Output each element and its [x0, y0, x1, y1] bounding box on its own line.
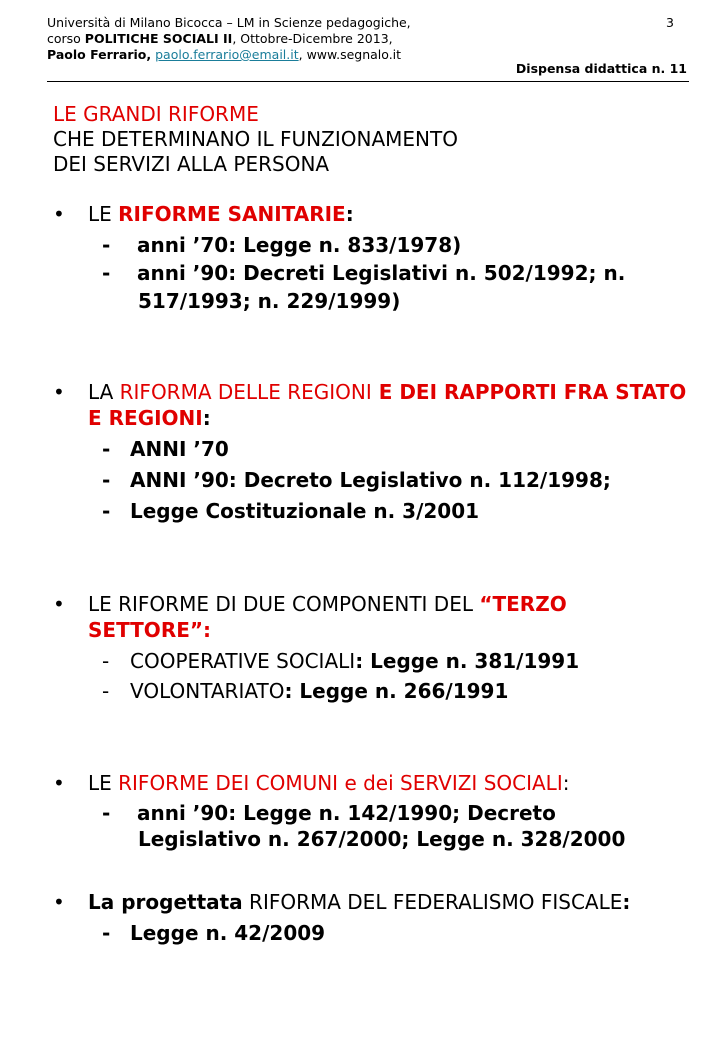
sub-item-text: anni ’90: Legge n. 142/1990; Decreto Legislativo n. 267/2000; Legge n. 328/2000	[136, 801, 626, 851]
bullet-icon: •	[53, 202, 65, 226]
bullet-icon: •	[53, 890, 65, 914]
header-site: , www.segnalo.it	[298, 47, 402, 62]
bullet-colon: :	[622, 890, 631, 914]
bullet-icon: •	[53, 380, 65, 404]
section-terzo-settore	[53, 591, 693, 705]
bullet-item	[53, 889, 693, 915]
dash-icon: -	[102, 801, 111, 825]
title-line-1: LE GRANDI RIFORME	[53, 102, 259, 126]
bullet-prefix: LA	[88, 380, 120, 404]
sub-item-text: : Legge n. 381/1991	[355, 649, 580, 673]
sub-item	[53, 231, 693, 259]
bullet-highlight: RIFORME DEI COMUNI e dei SERVIZI SOCIALI	[118, 771, 563, 795]
dash-icon: -	[102, 679, 110, 703]
sub-item	[53, 259, 693, 315]
header-university: Università di Milano Bicocca – LM in Scienze pedagogiche,	[47, 15, 411, 30]
bullet-prefix: La progettata	[88, 890, 243, 914]
sub-item	[53, 435, 693, 463]
sub-item	[53, 800, 693, 852]
bullet-highlight: RIFORME SANITARIE	[118, 202, 346, 226]
bullet-colon: :	[345, 202, 354, 226]
bullet-colon: :	[202, 406, 211, 430]
sub-item-text: Legge n. 42/2009	[130, 921, 326, 945]
bullet-highlight: “TERZO SETTORE”:	[88, 592, 567, 642]
sub-item	[53, 919, 693, 947]
header-course-period: , Ottobre-Dicembre 2013,	[232, 31, 393, 46]
email-link[interactable]: paolo.ferrario@email.it	[155, 47, 299, 62]
section-regioni	[53, 379, 693, 525]
header-course-name: POLITICHE SOCIALI II	[84, 31, 233, 46]
sub-item-text: anni ’70: Legge n. 833/1978)	[136, 233, 462, 257]
section-federalismo	[53, 889, 693, 947]
bullet-prefix: LE	[88, 771, 119, 795]
page-number: 3	[666, 15, 674, 30]
dash-icon: -	[102, 649, 110, 673]
bullet-item	[53, 379, 693, 431]
header-course-prefix: corso	[47, 31, 85, 46]
dash-icon: -	[102, 921, 111, 945]
sub-item-text: anni ’90: Decreti Legislativi n. 502/1992; n. 517/1993; n. 229/1999)	[136, 261, 626, 313]
bullet-highlight-bold: E DEI RAPPORTI FRA STATO E REGIONI	[88, 380, 687, 430]
title-line-2: CHE DETERMINANO IL FUNZIONAMENTO	[53, 127, 458, 151]
bullet-icon: •	[53, 592, 65, 616]
sub-item-text: Legge Costituzionale n. 3/2001	[130, 499, 480, 523]
dash-icon: -	[102, 437, 111, 461]
sub-item	[53, 497, 693, 525]
dash-icon: -	[102, 468, 111, 492]
header-author: Paolo Ferrario,	[47, 47, 152, 62]
sub-item	[53, 466, 693, 494]
dash-icon: -	[102, 499, 111, 523]
page-header	[47, 15, 667, 63]
dispensa-label: Dispensa didattica n. 11	[515, 61, 687, 76]
sub-item-text: ANNI ’90: Decreto Legislativo n. 112/1998;	[130, 468, 611, 492]
bullet-colon: :	[562, 771, 570, 795]
header-course	[47, 31, 667, 47]
bullet-item	[53, 201, 693, 227]
sub-item-label: VOLONTARIATO	[130, 679, 285, 703]
sub-item	[53, 677, 693, 705]
dash-icon: -	[102, 261, 111, 285]
sub-item-label: COOPERATIVE SOCIALI	[130, 649, 356, 673]
bullet-icon: •	[53, 771, 65, 795]
bullet-prefix: LE RIFORME DI DUE COMPONENTI DEL	[88, 592, 480, 616]
bullet-prefix: LE	[88, 202, 119, 226]
bullet-highlight: RIFORMA DELLE REGIONI	[119, 380, 372, 404]
bullet-text: RIFORMA DEL FEDERALISMO FISCALE	[242, 890, 623, 914]
sub-item-text: ANNI ’70	[130, 437, 229, 461]
bullet-item	[53, 591, 648, 643]
header-divider	[47, 81, 689, 82]
section-sanitarie	[53, 201, 693, 315]
section-comuni	[53, 770, 693, 852]
page-title	[53, 102, 458, 177]
title-line-3: DEI SERVIZI ALLA PERSONA	[53, 152, 330, 176]
dash-icon: -	[102, 233, 111, 257]
sub-item-text: : Legge n. 266/1991	[284, 679, 509, 703]
sub-item	[53, 647, 693, 675]
bullet-item	[53, 770, 693, 796]
